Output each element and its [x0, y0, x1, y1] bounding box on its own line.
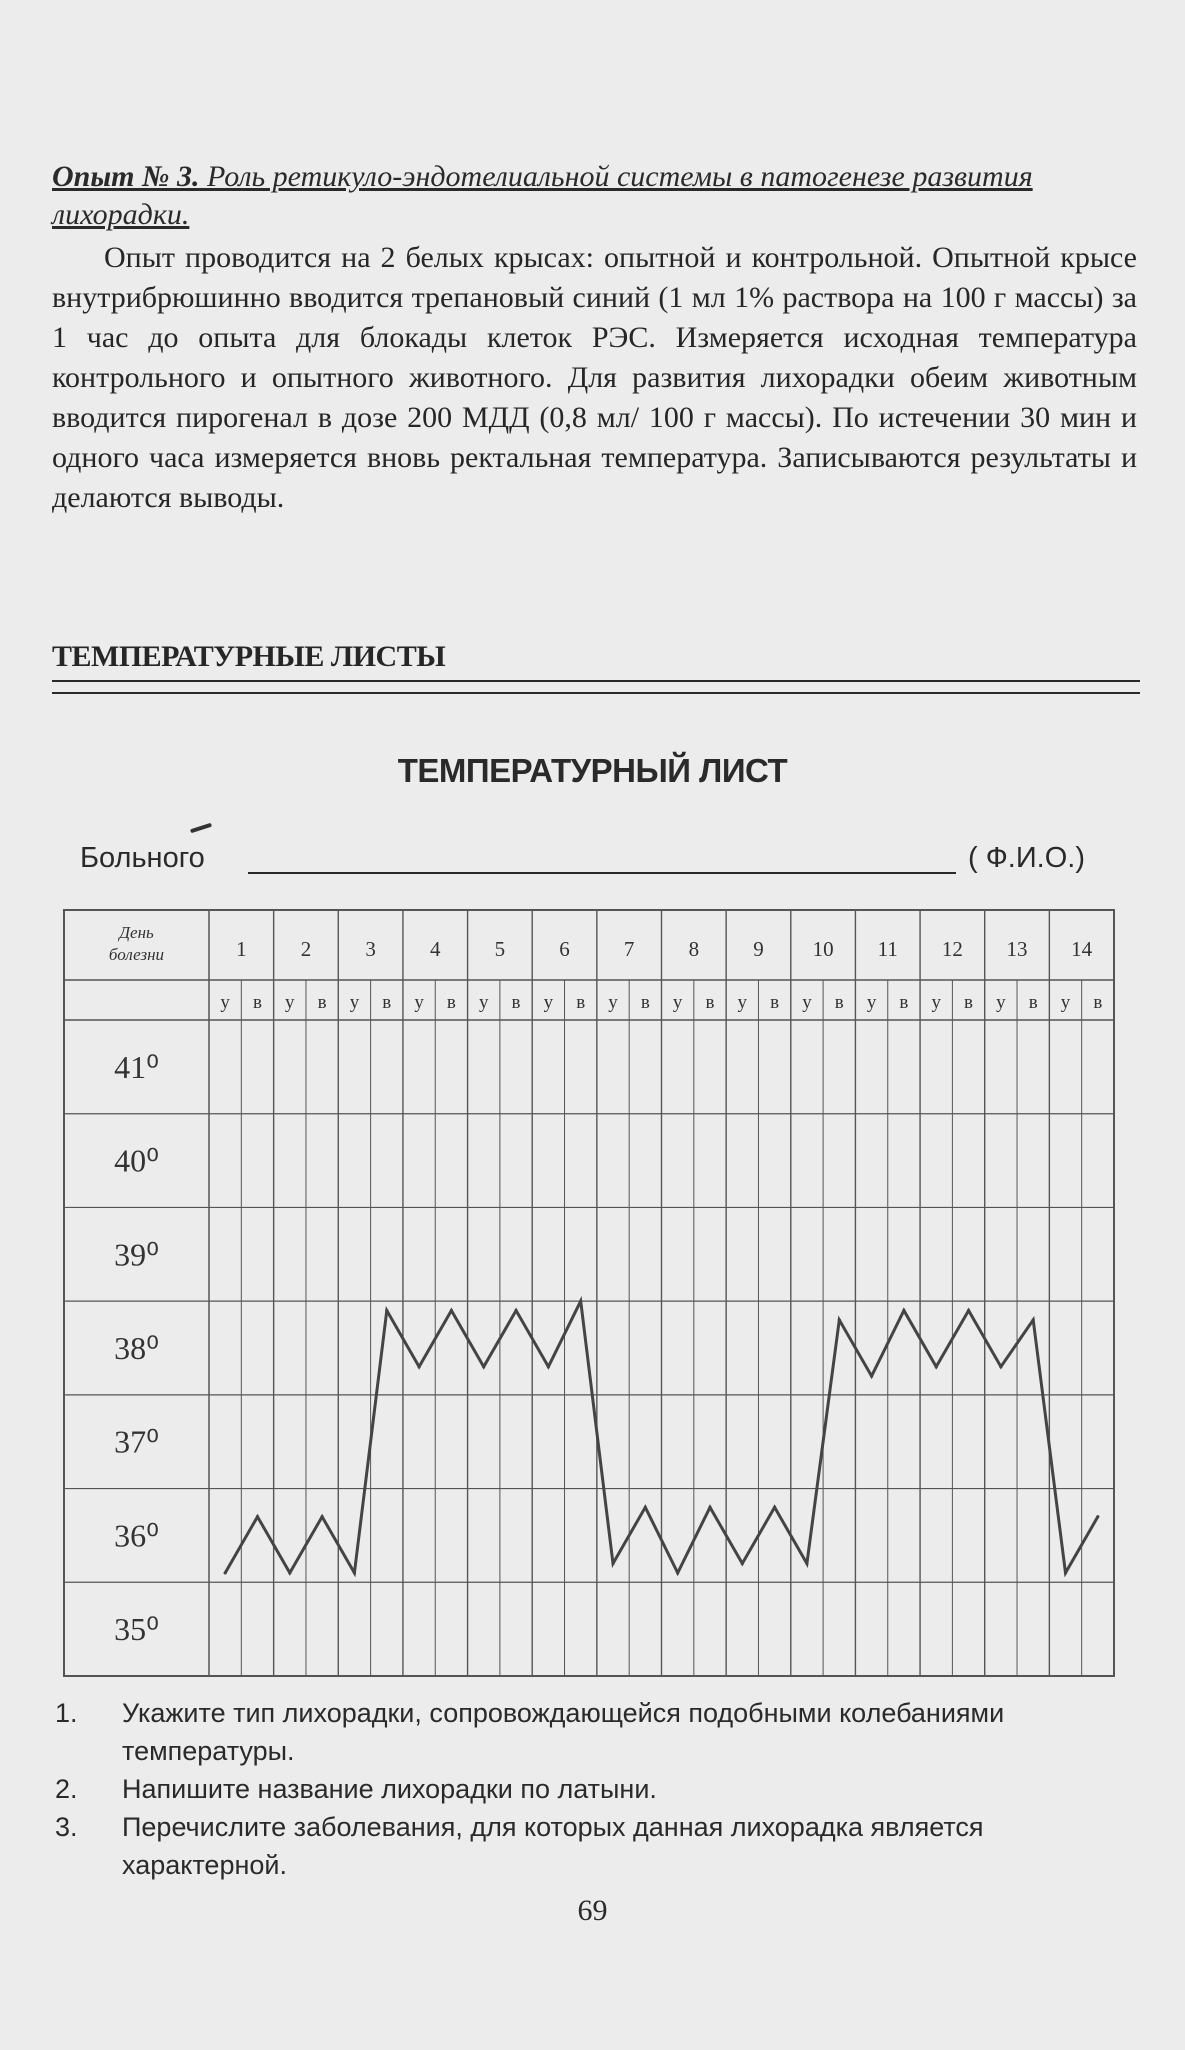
- temperature-chart-svg: [62, 908, 1124, 1678]
- temperature-point: [773, 1506, 776, 1509]
- temperature-point: [1096, 1515, 1099, 1518]
- time-of-day-label: у: [802, 992, 812, 1013]
- time-of-day-label: у: [543, 992, 554, 1013]
- section-rule-bottom: [52, 692, 1140, 694]
- question-number: 3.: [55, 1812, 78, 1842]
- time-of-day-label: в: [640, 992, 650, 1013]
- section-title: ТЕМПЕРАТУРНЫЕ ЛИСТЫ: [52, 640, 446, 673]
- temperature-point: [838, 1318, 841, 1321]
- day-label: 6: [559, 937, 570, 961]
- chart-frame: [64, 910, 1114, 1676]
- question-number: 1.: [55, 1698, 78, 1728]
- temperature-point: [224, 1571, 227, 1574]
- time-of-day-label: у: [1060, 992, 1071, 1013]
- time-of-day-label: у: [285, 992, 295, 1013]
- time-of-day-label: в: [576, 992, 586, 1013]
- temperature-point: [353, 1571, 356, 1574]
- temperature-point: [482, 1365, 485, 1368]
- time-of-day-label: в: [317, 992, 327, 1013]
- temperature-point: [321, 1515, 324, 1518]
- time-of-day-label: в: [1028, 992, 1038, 1013]
- temperature-point: [611, 1562, 614, 1565]
- time-of-day-label: у: [608, 992, 618, 1013]
- temperature-point: [288, 1571, 291, 1574]
- time-of-day-label: в: [1093, 992, 1103, 1013]
- header-label: День: [119, 923, 154, 942]
- temperature-point: [450, 1309, 453, 1312]
- time-of-day-label: в: [511, 992, 521, 1013]
- temperature-label: 35⁰: [114, 1611, 159, 1648]
- temperature-point: [902, 1309, 905, 1312]
- time-of-day-label: в: [834, 992, 844, 1013]
- temperature-point: [417, 1365, 420, 1368]
- temperature-point: [514, 1309, 517, 1312]
- day-label: 9: [753, 937, 764, 961]
- temperature-point: [805, 1562, 808, 1565]
- experiment-description: Опыт проводится на 2 белых крысах: опытной и контрольной. Опытной крысе внутрибрюшинно вводится трепановый синий (1 мл 1% раствора на 100 г массы) за 1 час до опыта для блокады клеток РЭС. Измеряется исходная температура контрольного и опытного животного. Для развития лихорадки обеим животным вводится пирогенал в дозе 200 МДД (0,8 мл/ 100 г массы). По истечении 30 мин и одного часа измеряется вновь ректальная температура. Записываются результаты и делаются выводы.: [52, 241, 1137, 514]
- temperature-point: [676, 1571, 679, 1574]
- temperature-point: [256, 1515, 259, 1518]
- time-of-day-label: у: [737, 992, 748, 1013]
- day-label: 13: [1006, 937, 1028, 961]
- day-label: 7: [623, 937, 635, 961]
- experiment-number: Опыт № 3.: [52, 160, 200, 193]
- temperature-label: 39⁰: [114, 1236, 159, 1273]
- question-number: 2.: [55, 1774, 78, 1804]
- day-label: 14: [1071, 937, 1093, 961]
- time-of-day-label: в: [446, 992, 456, 1013]
- time-of-day-label: у: [220, 992, 230, 1013]
- day-label: 10: [812, 937, 834, 961]
- temperature-point: [644, 1506, 647, 1509]
- temperature-point: [547, 1365, 550, 1368]
- time-of-day-label: у: [931, 992, 941, 1013]
- day-label: 11: [877, 937, 898, 961]
- section-rule-top: [52, 680, 1140, 682]
- header-label: болезни: [108, 945, 165, 964]
- sheet-title: ТЕМПЕРАТУРНЫЙ ЛИСТ: [397, 752, 788, 789]
- question-item: [55, 1808, 1135, 1884]
- temperature-label: 38⁰: [114, 1330, 159, 1366]
- question-text: Перечислите заболевания, для которых данная лихорадка является характерной.: [122, 1812, 984, 1880]
- temperature-label: 37⁰: [114, 1423, 159, 1460]
- day-label: 5: [494, 937, 506, 961]
- experiment-title: [52, 158, 1137, 234]
- temperature-chart: [62, 908, 1124, 1678]
- temperature-point: [1032, 1318, 1035, 1321]
- time-of-day-label: в: [382, 992, 392, 1013]
- time-of-day-label: в: [705, 992, 715, 1013]
- day-label: 8: [688, 937, 700, 961]
- temperature-label: 36⁰: [114, 1517, 159, 1554]
- time-of-day-label: в: [252, 992, 262, 1013]
- day-label: 12: [941, 937, 963, 961]
- fio-label: ( Ф.И.О.): [968, 842, 1085, 874]
- day-label: 3: [365, 937, 376, 961]
- day-label: 1: [236, 937, 247, 961]
- temperature-point: [385, 1309, 388, 1312]
- temperature-point: [870, 1375, 873, 1378]
- question-item: [55, 1770, 1135, 1808]
- temperature-point: [1064, 1571, 1067, 1574]
- question-text: Напишите название лихорадки по латыни.: [122, 1774, 657, 1804]
- temperature-point: [935, 1365, 938, 1368]
- time-of-day-label: у: [866, 992, 877, 1013]
- time-of-day-label: в: [899, 992, 909, 1013]
- time-of-day-label: у: [414, 992, 424, 1013]
- time-of-day-label: в: [964, 992, 974, 1013]
- patient-name-line[interactable]: [248, 872, 956, 874]
- temperature-label: 41⁰: [114, 1048, 159, 1085]
- patient-label: Больного: [80, 842, 205, 874]
- temperature-point: [967, 1309, 970, 1312]
- day-label: 2: [300, 937, 312, 961]
- experiment-title-text: Роль ретикуло-эндотелиальной системы в патогенезе развития лихорадки.: [52, 160, 1033, 231]
- temperature-point: [999, 1365, 1002, 1368]
- temperature-point: [579, 1300, 582, 1303]
- temperature-point: [741, 1562, 744, 1565]
- time-of-day-label: у: [672, 992, 683, 1013]
- questions-list: [55, 1694, 1135, 1884]
- temperature-point: [708, 1506, 711, 1509]
- time-of-day-label: у: [996, 992, 1006, 1013]
- time-of-day-label: у: [349, 992, 360, 1013]
- day-label: 4: [430, 937, 441, 961]
- ink-mark: [190, 823, 212, 834]
- question-item: [55, 1694, 1135, 1770]
- temperature-label: 40⁰: [114, 1142, 159, 1179]
- time-of-day-label: у: [478, 992, 489, 1013]
- page-number: 69: [577, 1894, 608, 1927]
- question-text: Укажите тип лихорадки, сопровождающейся подобными колебаниями температуры.: [122, 1698, 1005, 1766]
- time-of-day-label: в: [770, 992, 780, 1013]
